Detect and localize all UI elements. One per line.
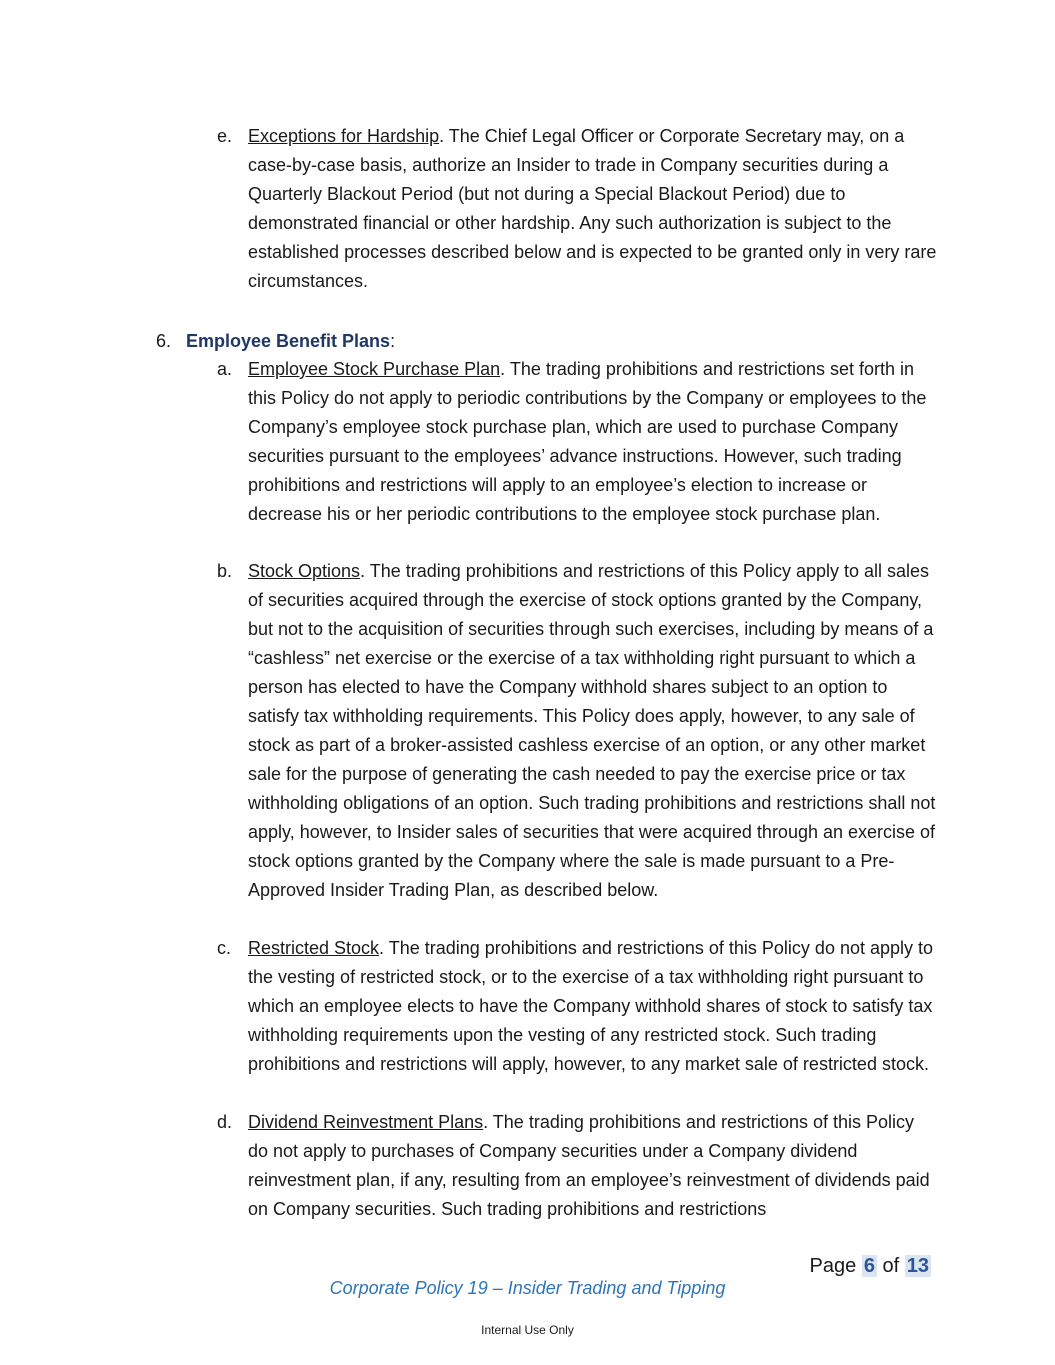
- page-current: 6: [863, 1255, 875, 1277]
- item-a-employee-stock-purchase-plan: [217, 355, 938, 529]
- item-marker: c.: [217, 938, 232, 958]
- item-e-exceptions-for-hardship: [217, 122, 938, 296]
- page-number: [810, 1253, 931, 1279]
- item-c-restricted-stock: [217, 934, 938, 1079]
- item-text: . The trading prohibitions and restrictions of this Policy do not apply to purchases of Company securities under a Company dividend reinvestment plan, if any, resulting from an employee’s reinvestment of dividends paid on Company securities. Such trading prohibitions and restrictions: [248, 1112, 930, 1219]
- item-text: . The trading prohibitions and restrictions of this Policy apply to all sales of securities acquired through the exercise of stock options granted by the Company, but not to the acquisition of securities through such exercises, including by means of a “cashless” net exercise or the exercise of a tax withholding right pursuant to which a person has elected to have the Company withhold shares subject to an option to satisfy tax withholding requirements. This Policy does apply, however, to any sale of stock as part of a broker-assisted cashless exercise of an option, or any other market sale for the purpose of generating the cash needed to pay the exercise price or tax withholding obligations of an option. Such trading prohibitions and restrictions shall not apply, however, to Insider sales of securities that were acquired through an exercise of stock options granted by the Company where the sale is made pursuant to a Pre-Approved Insider Trading Plan, as described below.: [248, 561, 936, 900]
- item-term: Exceptions for Hardship: [248, 126, 440, 146]
- item-marker: b.: [217, 561, 233, 581]
- item-term: Employee Stock Purchase Plan: [248, 359, 501, 379]
- section-6-heading: [156, 327, 395, 356]
- item-marker: a.: [217, 359, 233, 379]
- item-marker: d.: [217, 1112, 233, 1132]
- item-text: . The trading prohibitions and restrictions set forth in this Policy do not apply to periodic contributions by the Company or employees to the Company’s employee stock purchase plan, which are used to purchase Company securities pursuant to the employees’ advance instructions. However, such trading prohibitions and restrictions will apply to an employee’s election to increase or decrease his or her periodic contributions to the employee stock purchase plan.: [248, 359, 927, 524]
- item-text: . The Chief Legal Officer or Corporate Secretary may, on a case-by-case basis, authorize an Insider to trade in Company securities during a Quarterly Blackout Period (but not during a Special Blackout Period) due to demonstrated financial or other hardship. Any such authorization is subject to the established processes described below and is expected to be granted only in very rare circumstances.: [248, 126, 937, 291]
- item-b-stock-options: [217, 557, 938, 905]
- item-term: Restricted Stock: [248, 938, 380, 958]
- page-total: 13: [906, 1255, 929, 1277]
- section-colon: :: [390, 331, 396, 351]
- footer-classification: Internal Use Only: [481, 1323, 574, 1337]
- page-label: Page: [809, 1255, 857, 1277]
- item-text: . The trading prohibitions and restrictions of this Policy do not apply to the vesting of restricted stock, or to the exercise of a tax withholding right pursuant to which an employee elects to have the Company withhold shares of stock to satisfy tax withholding requirements upon the vesting of any restricted stock. Such trading prohibitions and restrictions will apply, however, to any market sale of restricted stock.: [248, 938, 934, 1074]
- section-number: 6.: [156, 331, 172, 351]
- item-d-dividend-reinvestment-plans: [217, 1108, 938, 1224]
- page-of: of: [882, 1255, 900, 1277]
- item-term: Dividend Reinvestment Plans: [248, 1112, 484, 1132]
- item-marker: e.: [217, 126, 233, 146]
- footer-document-title: Corporate Policy 19 – Insider Trading and Tipping: [329, 1278, 726, 1298]
- section-title: Employee Benefit Plans: [186, 331, 391, 351]
- item-term: Stock Options: [248, 561, 361, 581]
